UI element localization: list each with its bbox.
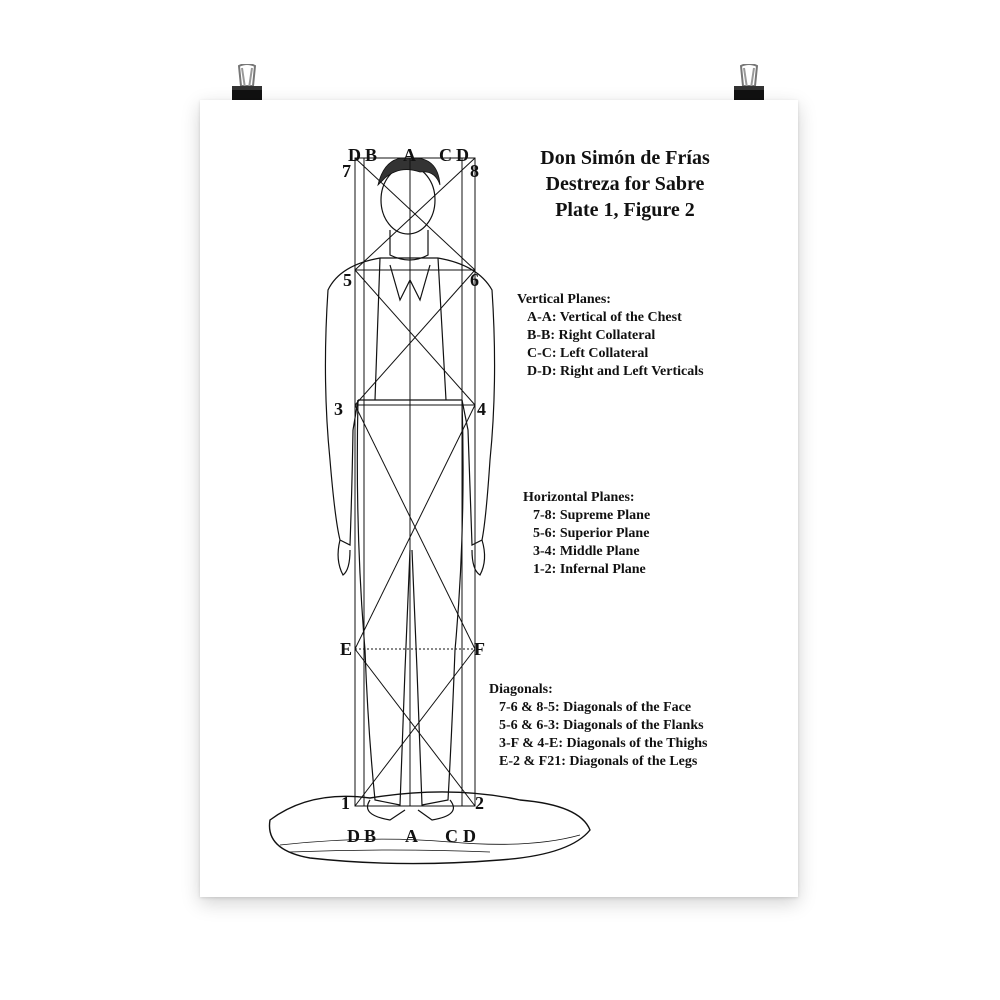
title-line-3: Plate 1, Figure 2 bbox=[555, 199, 695, 221]
label-5: 5 bbox=[343, 270, 352, 290]
label-8: 8 bbox=[470, 161, 479, 181]
legend-item: C-C: Left Collateral bbox=[527, 346, 649, 361]
label-3: 3 bbox=[334, 399, 343, 419]
label-6: 6 bbox=[470, 270, 479, 290]
title-line-2: Destreza for Sabre bbox=[545, 173, 705, 195]
label-top-b: B bbox=[365, 145, 378, 165]
legend-vertical-planes bbox=[517, 291, 704, 381]
label-e: E bbox=[340, 639, 353, 659]
label-top-c: C bbox=[439, 145, 452, 165]
legend-item: 7-6 & 8-5: Diagonals of the Face bbox=[499, 700, 692, 715]
legend-heading: Vertical Planes: bbox=[517, 292, 611, 307]
label-1: 1 bbox=[341, 793, 350, 813]
legend-item: E-2 & F21: Diagonals of the Legs bbox=[499, 754, 698, 769]
label-bottom-b: B bbox=[364, 826, 377, 846]
label-top-a: A bbox=[403, 145, 416, 165]
proportion-grid bbox=[355, 158, 475, 806]
legend-horizontal-planes bbox=[523, 489, 650, 579]
legend-diagonals bbox=[489, 681, 707, 771]
label-bottom-d-right: D bbox=[463, 826, 476, 846]
label-bottom-d-left: D bbox=[347, 826, 360, 846]
legend-heading: Horizontal Planes: bbox=[523, 490, 635, 505]
legend-item: 7-8: Supreme Plane bbox=[533, 508, 651, 523]
label-top-d-left: D bbox=[348, 145, 361, 165]
label-2: 2 bbox=[475, 793, 484, 813]
label-4: 4 bbox=[477, 399, 486, 419]
ground-base bbox=[270, 792, 591, 864]
legend-item: 3-F & 4-E: Diagonals of the Thighs bbox=[499, 736, 708, 751]
legend-item: 5-6: Superior Plane bbox=[533, 526, 650, 541]
legend-heading: Diagonals: bbox=[489, 682, 553, 697]
title-line-1: Don Simón de Frías bbox=[540, 147, 710, 169]
label-bottom-c: C bbox=[445, 826, 458, 846]
legend-item: B-B: Right Collateral bbox=[527, 328, 656, 343]
label-top-d-right: D bbox=[456, 145, 469, 165]
legend-item: 1-2: Infernal Plane bbox=[533, 562, 646, 577]
legend-item: D-D: Right and Left Verticals bbox=[527, 364, 704, 379]
label-7: 7 bbox=[342, 161, 351, 181]
label-bottom-a: A bbox=[405, 826, 418, 846]
legend-item: 5-6 & 6-3: Diagonals of the Flanks bbox=[499, 718, 704, 733]
legend-item: A-A: Vertical of the Chest bbox=[527, 310, 682, 325]
label-f: F bbox=[474, 639, 485, 659]
legend-item: 3-4: Middle Plane bbox=[533, 544, 640, 559]
